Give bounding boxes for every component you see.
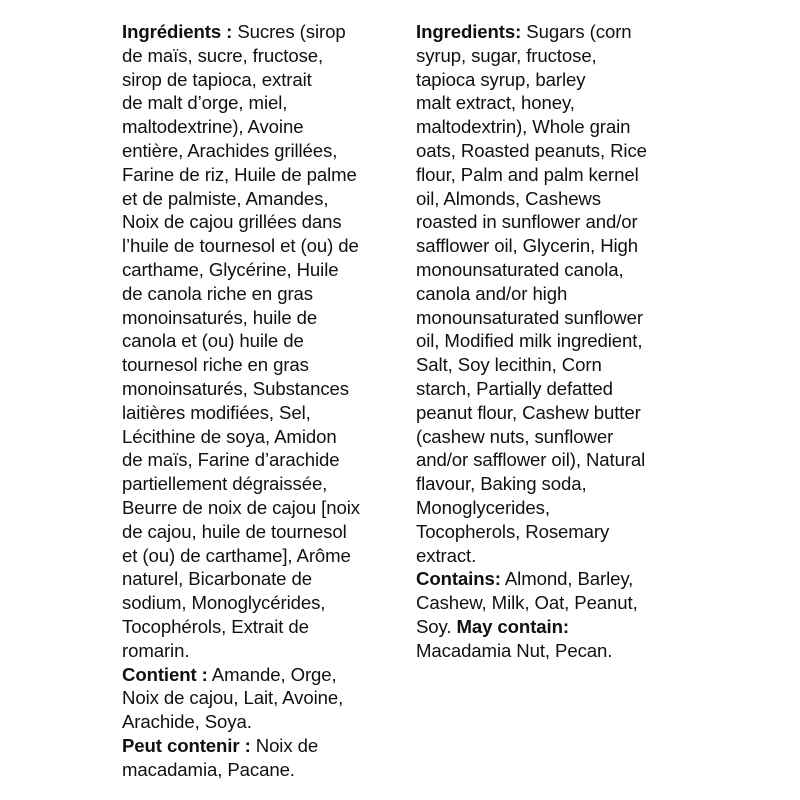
french-ingredients-line: et (ou) de carthame], Arôme	[122, 544, 351, 566]
english-contains-text-end: Soy.	[416, 615, 457, 637]
english-contains-may-contain-line	[416, 615, 706, 639]
english-ingredients-line: oil, Modified milk ingredient,	[416, 330, 643, 352]
french-ingredients-line: de maïs, Farine d’arachide	[122, 449, 340, 471]
french-ingredients-line: carthame, Glycérine, Huile	[122, 258, 339, 280]
english-ingredients-line: tapioca syrup, barley	[416, 68, 586, 90]
english-ingredients-label: Ingredients:	[416, 21, 522, 42]
french-ingredients-line: Farine de riz, Huile de palme	[122, 163, 357, 185]
french-contains-line: Noix de cajou, Lait, Avoine,	[122, 687, 344, 709]
english-ingredients-line: syrup, sugar, fructose,	[416, 44, 597, 66]
french-ingredients-text: Sucres (sirop	[232, 21, 346, 42]
english-contains-line: Cashew, Milk, Oat, Peanut,	[416, 592, 638, 614]
english-ingredients-line: flour, Palm and palm kernel	[416, 163, 639, 185]
english-ingredients-line: monounsaturated canola,	[416, 258, 624, 280]
english-ingredients-line: maltodextrin), Whole grain	[416, 116, 631, 138]
english-ingredients-line: and/or safflower oil), Natural	[416, 449, 646, 471]
french-ingredients-panel	[122, 20, 402, 782]
french-ingredients-line: monoinsaturés, huile de	[122, 306, 318, 328]
french-ingredients-first-line	[122, 20, 402, 44]
french-ingredients-line: de malt d’orge, miel,	[122, 92, 288, 114]
english-ingredients-line: peanut flour, Cashew butter	[416, 401, 641, 423]
french-ingredients-line: Noix de cajou grillées dans	[122, 211, 342, 233]
english-ingredients-line: malt extract, honey,	[416, 92, 575, 114]
english-ingredients-line: safflower oil, Glycerin, High	[416, 235, 639, 257]
french-ingredients-line: canola et (ou) huile de	[122, 330, 304, 352]
french-ingredients-line: Tocophérols, Extrait de	[122, 615, 309, 637]
french-ingredients-line: maltodextrine), Avoine	[122, 116, 304, 138]
english-ingredients-line: monounsaturated sunflower	[416, 306, 643, 328]
english-contains-text: Almond, Barley,	[500, 568, 634, 590]
english-may-contain-label: May contain:	[456, 615, 569, 637]
english-ingredients-text: Sugars (corn	[521, 21, 632, 42]
english-ingredients-line: Monoglycerides,	[416, 496, 550, 518]
french-ingredients-line: Lécithine de soya, Amidon	[122, 425, 337, 447]
english-ingredients-line: roasted in sunflower and/or	[416, 211, 638, 233]
english-ingredients-panel	[416, 20, 706, 663]
french-ingredients-line: Beurre de noix de cajou [noix	[122, 496, 360, 518]
english-contains-label: Contains:	[416, 568, 501, 590]
english-ingredients-line: (cashew nuts, sunflower	[416, 425, 614, 447]
french-ingredients-line: sodium, Monoglycérides,	[122, 592, 326, 614]
english-ingredients-line: Salt, Soy lecithin, Corn	[416, 354, 602, 376]
french-contains-first-line	[122, 663, 402, 687]
french-ingredients-line: naturel, Bicarbonate de	[122, 568, 312, 590]
french-ingredients-line: monoinsaturés, Substances	[122, 377, 349, 399]
french-ingredients-line: de canola riche en gras	[122, 282, 313, 304]
english-ingredients-first-line	[416, 20, 706, 44]
french-ingredients-line: sirop de tapioca, extrait	[122, 68, 312, 90]
french-contains-line: Arachide, Soya.	[122, 711, 252, 733]
french-contains-label: Contient :	[122, 663, 208, 685]
french-ingredients-line: de maïs, sucre, fructose,	[122, 44, 324, 66]
english-may-contain-line: Macadamia Nut, Pecan.	[416, 639, 613, 661]
english-contains-first-line	[416, 567, 706, 591]
french-ingredients-line: et de palmiste, Amandes,	[122, 187, 329, 209]
french-ingredients-line: partiellement dégraissée,	[122, 473, 328, 495]
french-ingredients-line: laitières modifiées, Sel,	[122, 401, 311, 423]
french-ingredients-line: l’huile de tournesol et (ou) de	[122, 235, 359, 257]
english-ingredients-line: oil, Almonds, Cashews	[416, 187, 601, 209]
french-may-contain-line: macadamia, Pacane.	[122, 758, 295, 780]
english-ingredients-line: flavour, Baking soda,	[416, 473, 587, 495]
french-contains-text: Amande, Orge,	[207, 663, 337, 685]
french-ingredients-line: romarin.	[122, 639, 190, 661]
french-may-contain-text: Noix de	[250, 734, 319, 756]
french-ingredients-label: Ingrédients :	[122, 21, 233, 42]
french-may-contain-label: Peut contenir :	[122, 734, 251, 756]
french-ingredients-line: entière, Arachides grillées,	[122, 139, 338, 161]
french-may-contain-first-line	[122, 734, 402, 758]
english-ingredients-line: starch, Partially defatted	[416, 377, 613, 399]
english-ingredients-line: oats, Roasted peanuts, Rice	[416, 139, 647, 161]
english-ingredients-line: Tocopherols, Rosemary	[416, 520, 610, 542]
english-ingredients-line: extract.	[416, 544, 477, 566]
french-ingredients-line: de cajou, huile de tournesol	[122, 520, 347, 542]
english-ingredients-line: canola and/or high	[416, 282, 568, 304]
french-ingredients-line: tournesol riche en gras	[122, 354, 309, 376]
